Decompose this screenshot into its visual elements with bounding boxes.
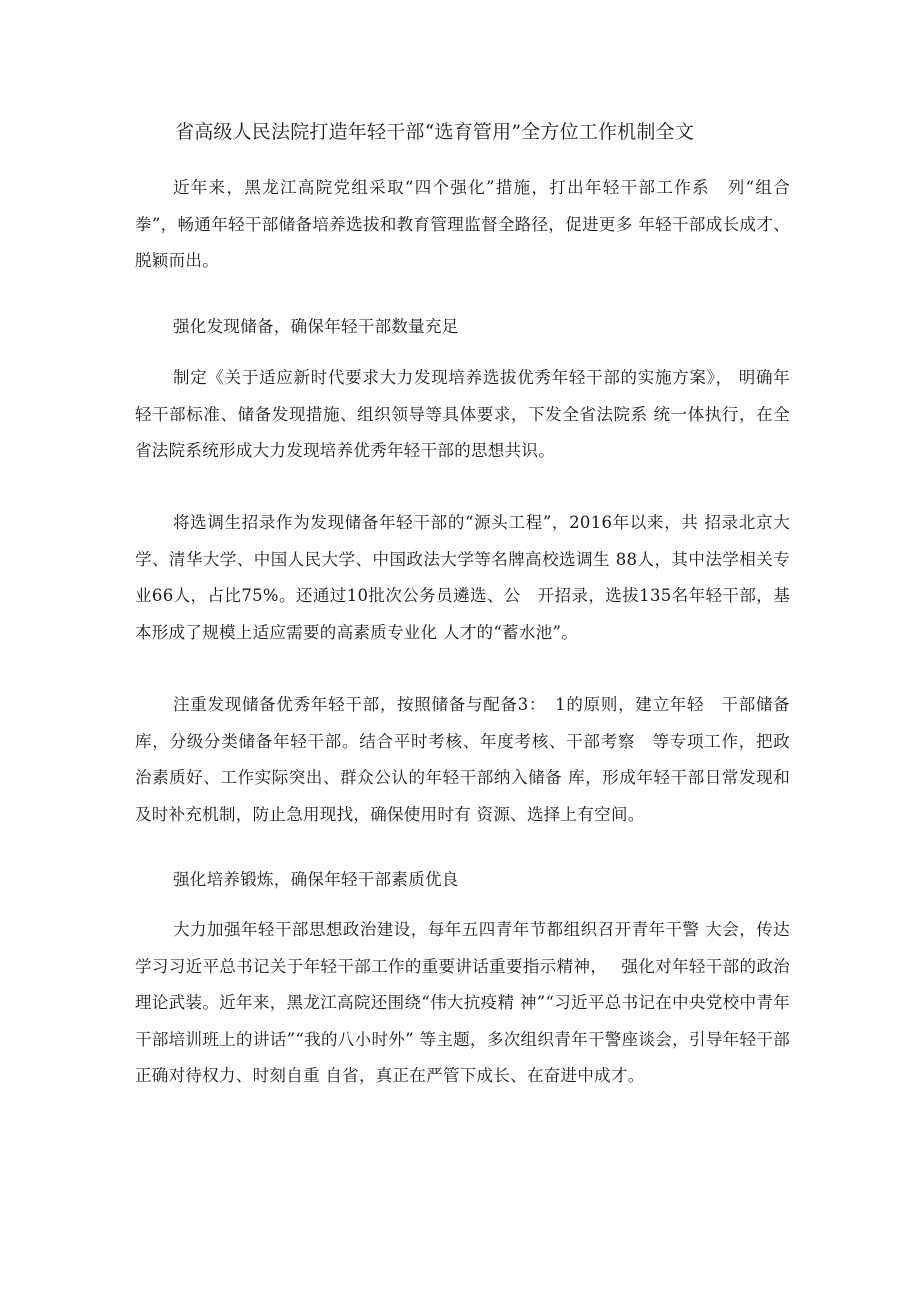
body-paragraph-implementation-plan: 制定《关于适应新时代要求大力发现培养选拔优秀年轻干部的实施方案》， 明确年轻干部标准、储备发现措施、组织领导等具体要求，下发全省法院系 统一体执行，在全省法院系统形成大力发现培养优秀年轻干部的思想共识。	[135, 368, 790, 460]
intro-paragraph: 近年来，黑龙江高院党组采取“四个强化”措施，打出年轻干部工作系 列“组合拳”，畅通年轻干部储备培养选拔和教育管理监督全路径，促进更多 年轻干部成长成才、脱颖而出。	[135, 178, 790, 270]
body-paragraph-recruitment: 将选调生招录作为发现储备年轻干部的“源头工程”，2016年以来，共 招录北京大学、清华大学、中国人民大学、中国政法大学等名牌高校选调生 88人，其中法学相关专业66人，占比75%。还通过10批次公务员遴选、公 开招录，选拔135名年轻干部，基本形成了规模上适应需要的高素质专业化 人才的“蓄水池”。	[135, 513, 790, 642]
section-heading-discovery-reserve: 强化发现储备，确保年轻干部数量充足	[173, 317, 459, 336]
body-paragraph-political-education: 大力加强年轻干部思想政治建设，每年五四青年节都组织召开青年干警 大会，传达学习习近平总书记关于年轻干部工作的重要讲话重要指示精神， 强化对年轻干部的政治理论武装。近年来，黑龙江高院还围绕“伟大抗疫精 神”“习近平总书记在中央党校中青年干部培训班上的讲话”“我的八小时外” 等主题，多次组织青年干警座谈会，引导年轻干部正确对待权力、时刻自重 自省，真正在严管下成长、在奋进中成才。	[135, 920, 790, 1085]
section-heading-training: 强化培养锻炼，确保年轻干部素质优良	[173, 870, 459, 889]
document-title: 省高级人民法院打造年轻干部“选育管用”全方位工作机制全文	[175, 121, 695, 143]
body-paragraph-reserve-pool: 注重发现储备优秀年轻干部，按照储备与配备3： 1的原则，建立年轻 干部储备库，分级分类储备年轻干部。结合平时考核、年度考核、干部考察 等专项工作，把政治素质好、工作实际突出、群众公认的年轻干部纳入储备 库，形成年轻干部日常发现和及时补充机制，防止急用现找，确保使用时有 资源、选择上有空间。	[135, 695, 790, 824]
